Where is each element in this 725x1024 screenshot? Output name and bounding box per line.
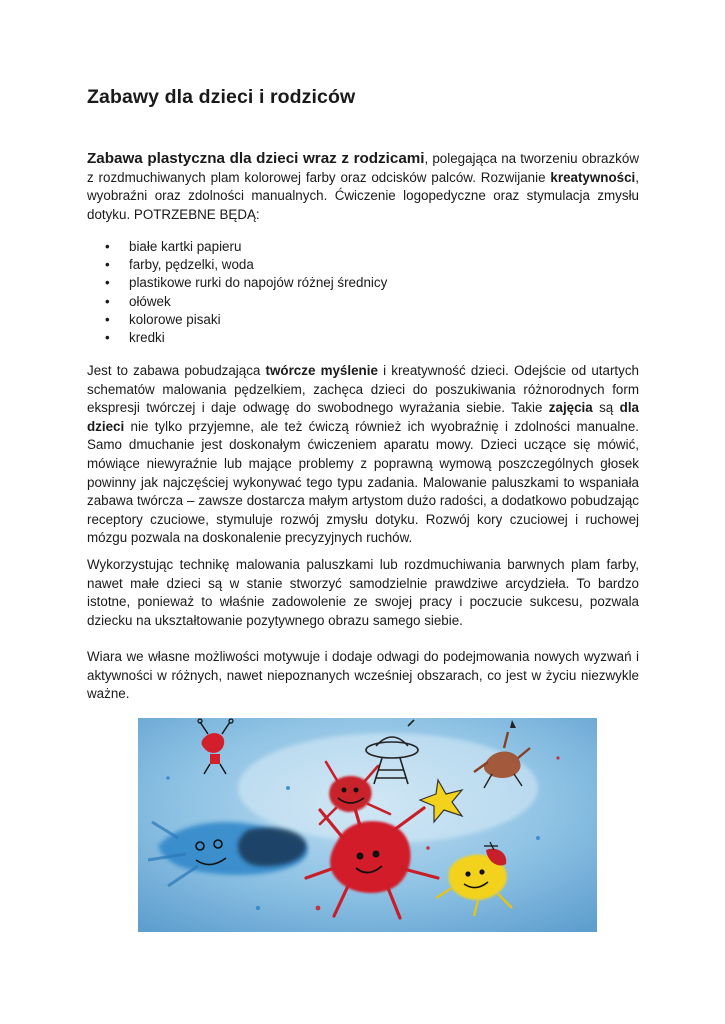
intro-text-1: , polegająca na tworzeniu obrazków z rozdmuchiwanych plam kolorowej farby oraz odcisków palców. Rozwijanie [87,151,639,185]
para1-bold-for-children: dla dzieci [87,400,639,434]
list-item: • białe kartki papieru [87,238,387,256]
intro-paragraph [87,150,639,224]
list-item: • ołówek [87,293,387,311]
para1-bold-thinking: twórcze myślenie [265,363,378,378]
paint-blow-artwork [138,718,597,932]
document-title: Zabawy dla dzieci i rodziców [87,86,356,108]
intro-lead: Zabawa plastyczna dla dzieci wraz z rodzicami [87,150,425,167]
intro-bold-creativity: kreatywności [550,169,636,185]
list-item: • kolorowe pisaki [87,311,387,329]
para1-text-2: i kreatywność dzieci. Odejście od utartych schematów malowania pędzelkiem, zachęca dzieci do poszukiwania różnorodnych form ekspresji twórczej i daje odwagę do swobodnego wyrażania siebie. Takie [87,363,639,416]
para1-text-1: Jest to zabawa pobudzająca [87,363,266,378]
paragraph-self-belief: Wiara we własne możliwości motywuje i dodaje odwagi do podejmowania nowych wyzwań i aktywności w różnych, nawet niepoznanych wcześniej obszarach, co jest w życiu niezwykle ważne. [87,649,639,702]
materials-list [87,238,387,347]
children-painting-photo [138,718,597,932]
list-item: • kredki [87,329,387,347]
para1-text-3: są [592,400,620,416]
para1-bold-activities: zajęcia [548,400,593,416]
paragraph-technique: Wykorzystując technikę malowania paluszkami lub rozdmuchiwania barwnych plam farby, nawet małe dzieci są w stanie stworzyć samodzielnie prawdziwe arcydzieła. To bardzo istotne, ponieważ to właśnie zadowolenie ze swojej pracy i poczucie sukcesu, pozwala dziecku na ukształtowanie pozytywnego obrazu samego siebie. [87,557,639,628]
para1-text-4: nie tylko przyjemne, ale też ćwiczą również ich wyobraźnię i zdolności manualne. Samo dmuchanie jest doskonałym ćwiczeniem aparatu mowy. Dzieci uczące się mówić, mówiące niewyraźnie lub mające problemy z poprawną wymową poszczególnych głosek powinny jak najczęściej wykonywać tego typu zadania. Malowanie paluszkami to wspaniała zabawa twórcza – zawsze dostarcza małym artystom dużo radości, a dodatkowo pobudzając receptory czuciowe, stymuluje rozwój zmysłu dotyku. Rozwój kory czuciowej i ruchowej mózgu pozwala na doskonalenie precyzyjnych ruchów. [87,418,639,546]
list-item: • plastikowe rurki do napojów różnej średnicy [87,274,387,292]
intro-text-2: , wyobraźni oraz zdolności manualnych. Ćwiczenie logopedyczne oraz stymulacja zmysłu dotyku. POTRZEBNE BĘDĄ: [87,169,639,222]
paragraph-creative-thinking [87,362,639,548]
list-item: • farby, pędzelki, woda [87,256,387,274]
